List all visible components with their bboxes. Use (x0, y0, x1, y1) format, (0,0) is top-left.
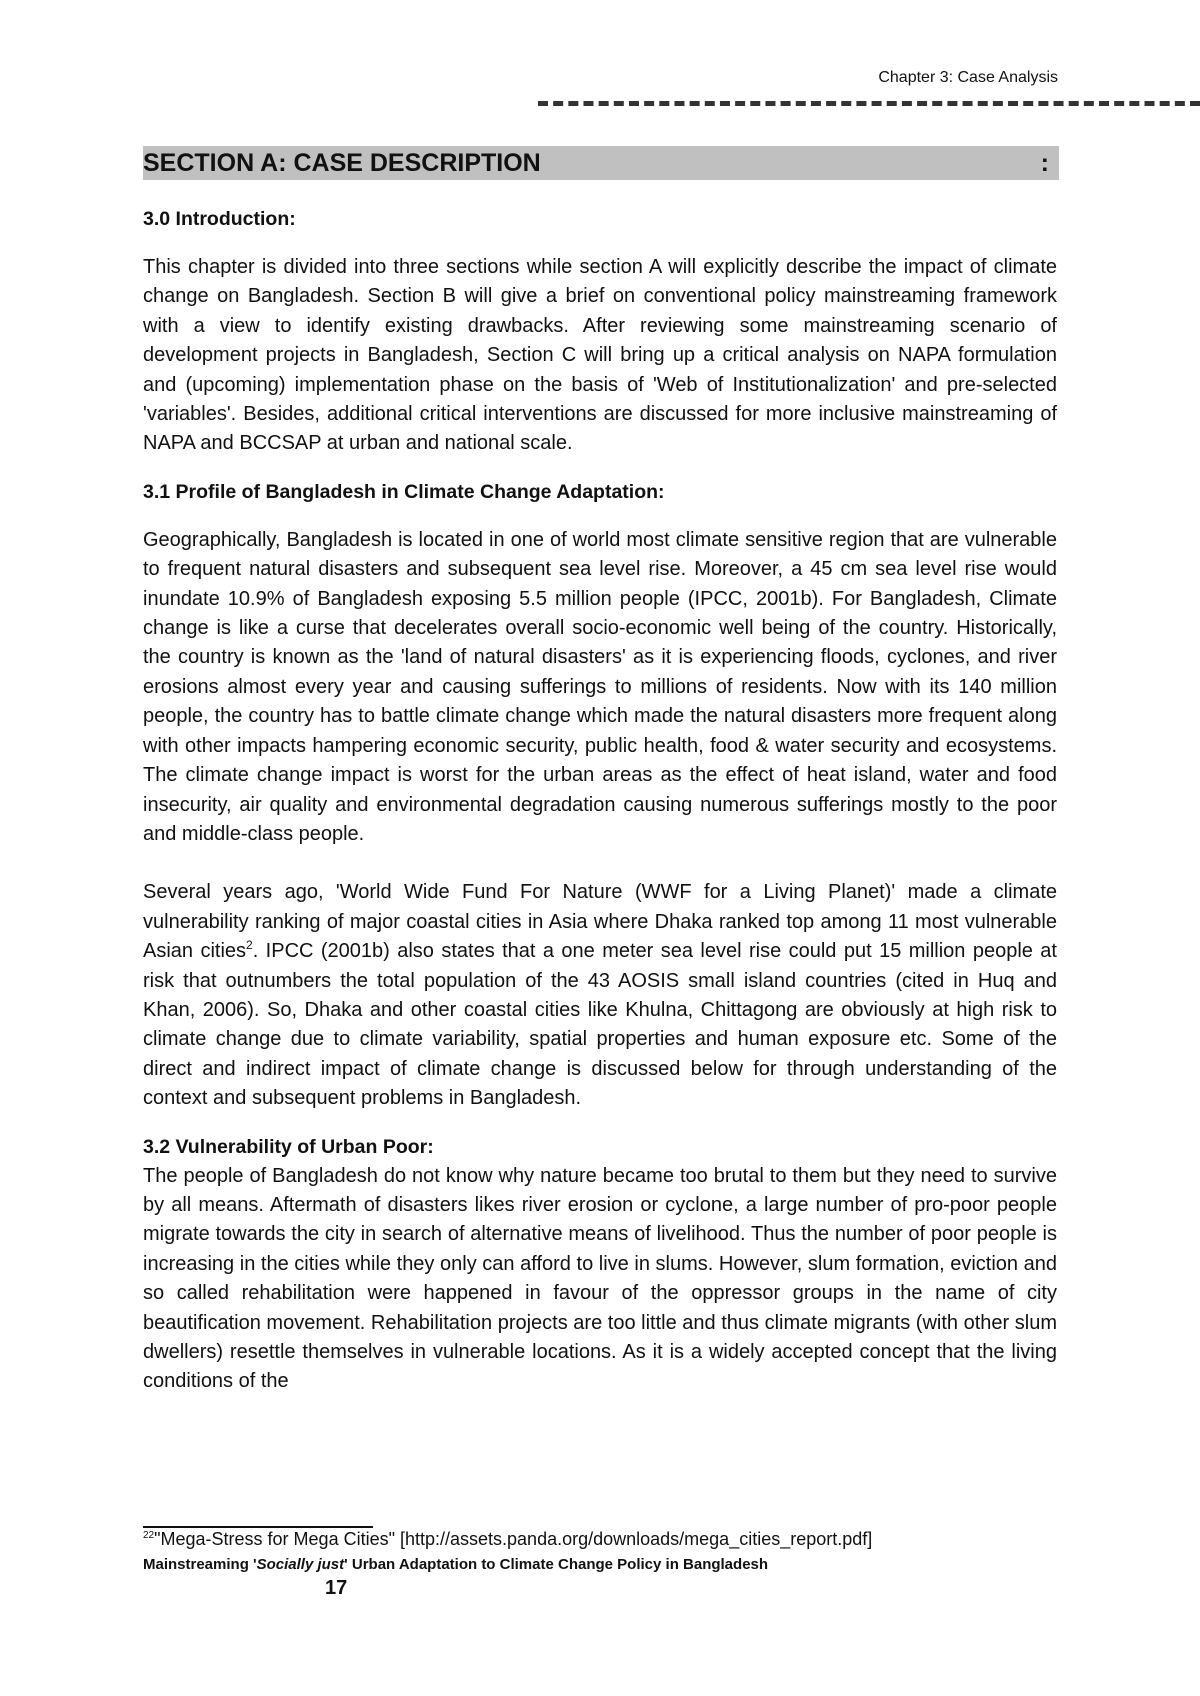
section-banner (143, 146, 1059, 180)
paragraph-vulnerability: The people of Bangladesh do not know why nature became too brutal to them but they need to survive by all means. Aftermath of disasters likes river erosion or cyclone, a large number of pro-poor people migrate towards the city in search of alternative means of livelihood. Thus the number of poor people is increasing in the cities while they only can afford to live in slums. However, slum formation, eviction and so called rehabilitation were happened in favour of the oppressor groups in the name of city beautification movement. Rehabilitation projects are too little and thus climate migrants (with other slum dwellers) resettle themselves in vulnerable locations. As it is a widely accepted concept that the living conditions of the (143, 1164, 1057, 1393)
paragraph-profile-2 (143, 878, 1057, 1113)
paragraph-profile-2-text-b: . IPCC (2001b) also states that a one meter sea level rise could put 15 million people at risk that outnumbers the total population of the 43 AOSIS small island countries (cited in Huq and Khan, 2006). So, Dhaka and other coastal cities like Khulna, Chittagong are obviously at high risk to climate change due to climate variability, spatial properties and human exposure etc. Some of the direct and indirect impact of climate change is discussed below for through understanding of the context and subsequent problems in Bangladesh. (143, 940, 1057, 1110)
section-banner-colon: : (1040, 148, 1049, 177)
footer-title-prefix: Mainstreaming ' (143, 1556, 257, 1573)
document-body (143, 205, 1057, 1397)
footnote-text: "Mega-Stress for Mega Cities" [http://assets.panda.org/downloads/mega_cities_report.pdf] (154, 1529, 873, 1549)
header-dashed-rule (538, 101, 1200, 106)
paragraph-introduction: This chapter is divided into three sections while section A will explicitly describe the impact of climate change on Bangladesh. Section B will give a brief on conventional policy mainstreaming framework with a view to identify existing drawbacks. After reviewing some mainstreaming scenario of development projects in Bangladesh, Section C will bring up a critical analysis on NAPA formulation and (upcoming) implementation phase on the basis of 'Web of Institutionalization' and pre-selected 'variables'. Besides, additional critical interventions are discussed for more inclusive mainstreaming of NAPA and BCCSAP at urban and national scale. (143, 256, 1057, 455)
footer-title-suffix: ' Urban Adaptation to Climate Change Policy in Bangladesh (344, 1556, 769, 1573)
footer-document-title (143, 1556, 768, 1573)
running-header: Chapter 3: Case Analysis (878, 69, 1058, 86)
heading-introduction: 3.0 Introduction: (143, 208, 296, 230)
heading-vulnerability: 3.2 Vulnerability of Urban Poor: (143, 1135, 434, 1158)
heading-profile: 3.1 Profile of Bangladesh in Climate Change Adaptation: (143, 480, 665, 503)
paragraph-profile-2-text-a: Several years ago, 'World Wide Fund For Nature (WWF for a Living Planet)' made a climate vulnerability ranking of major coastal cities in Asia where Dhaka ranked top among 11 most vulnerable Asian cities (143, 881, 1057, 963)
footnote (143, 1529, 872, 1550)
section-banner-title: SECTION A: CASE DESCRIPTION (143, 148, 541, 177)
paragraph-profile-1: Geographically, Bangladesh is located in one of world most climate sensitive region that are vulnerable to frequent natural disasters and subsequent sea level rise. Moreover, a 45 cm sea level rise would inundate 10.9% of Bangladesh exposing 5.5 million people (IPCC, 2001b). For Bangladesh, Climate change is like a curse that decelerates overall socio-economic well being of the country. Historically, the country is known as the 'land of natural disasters' as it is experiencing floods, cyclones, and river erosions almost every year and causing sufferings to millions of residents. Now with its 140 million people, the country has to battle climate change which made the natural disasters more frequent along with other impacts hampering economic security, public health, food & water security and ecosystems. The climate change impact is worst for the urban areas as the effect of heat island, water and food insecurity, air quality and environmental degradation causing numerous sufferings mostly to the poor and middle-class people. (143, 528, 1057, 845)
page-number: 17 (325, 1577, 348, 1599)
footnote-reference[interactable]: 2 (246, 938, 253, 953)
footnote-rule (143, 1526, 373, 1528)
footnote-marker: 22 (143, 1530, 155, 1541)
footer-title-emphasis: Socially just (256, 1556, 345, 1573)
